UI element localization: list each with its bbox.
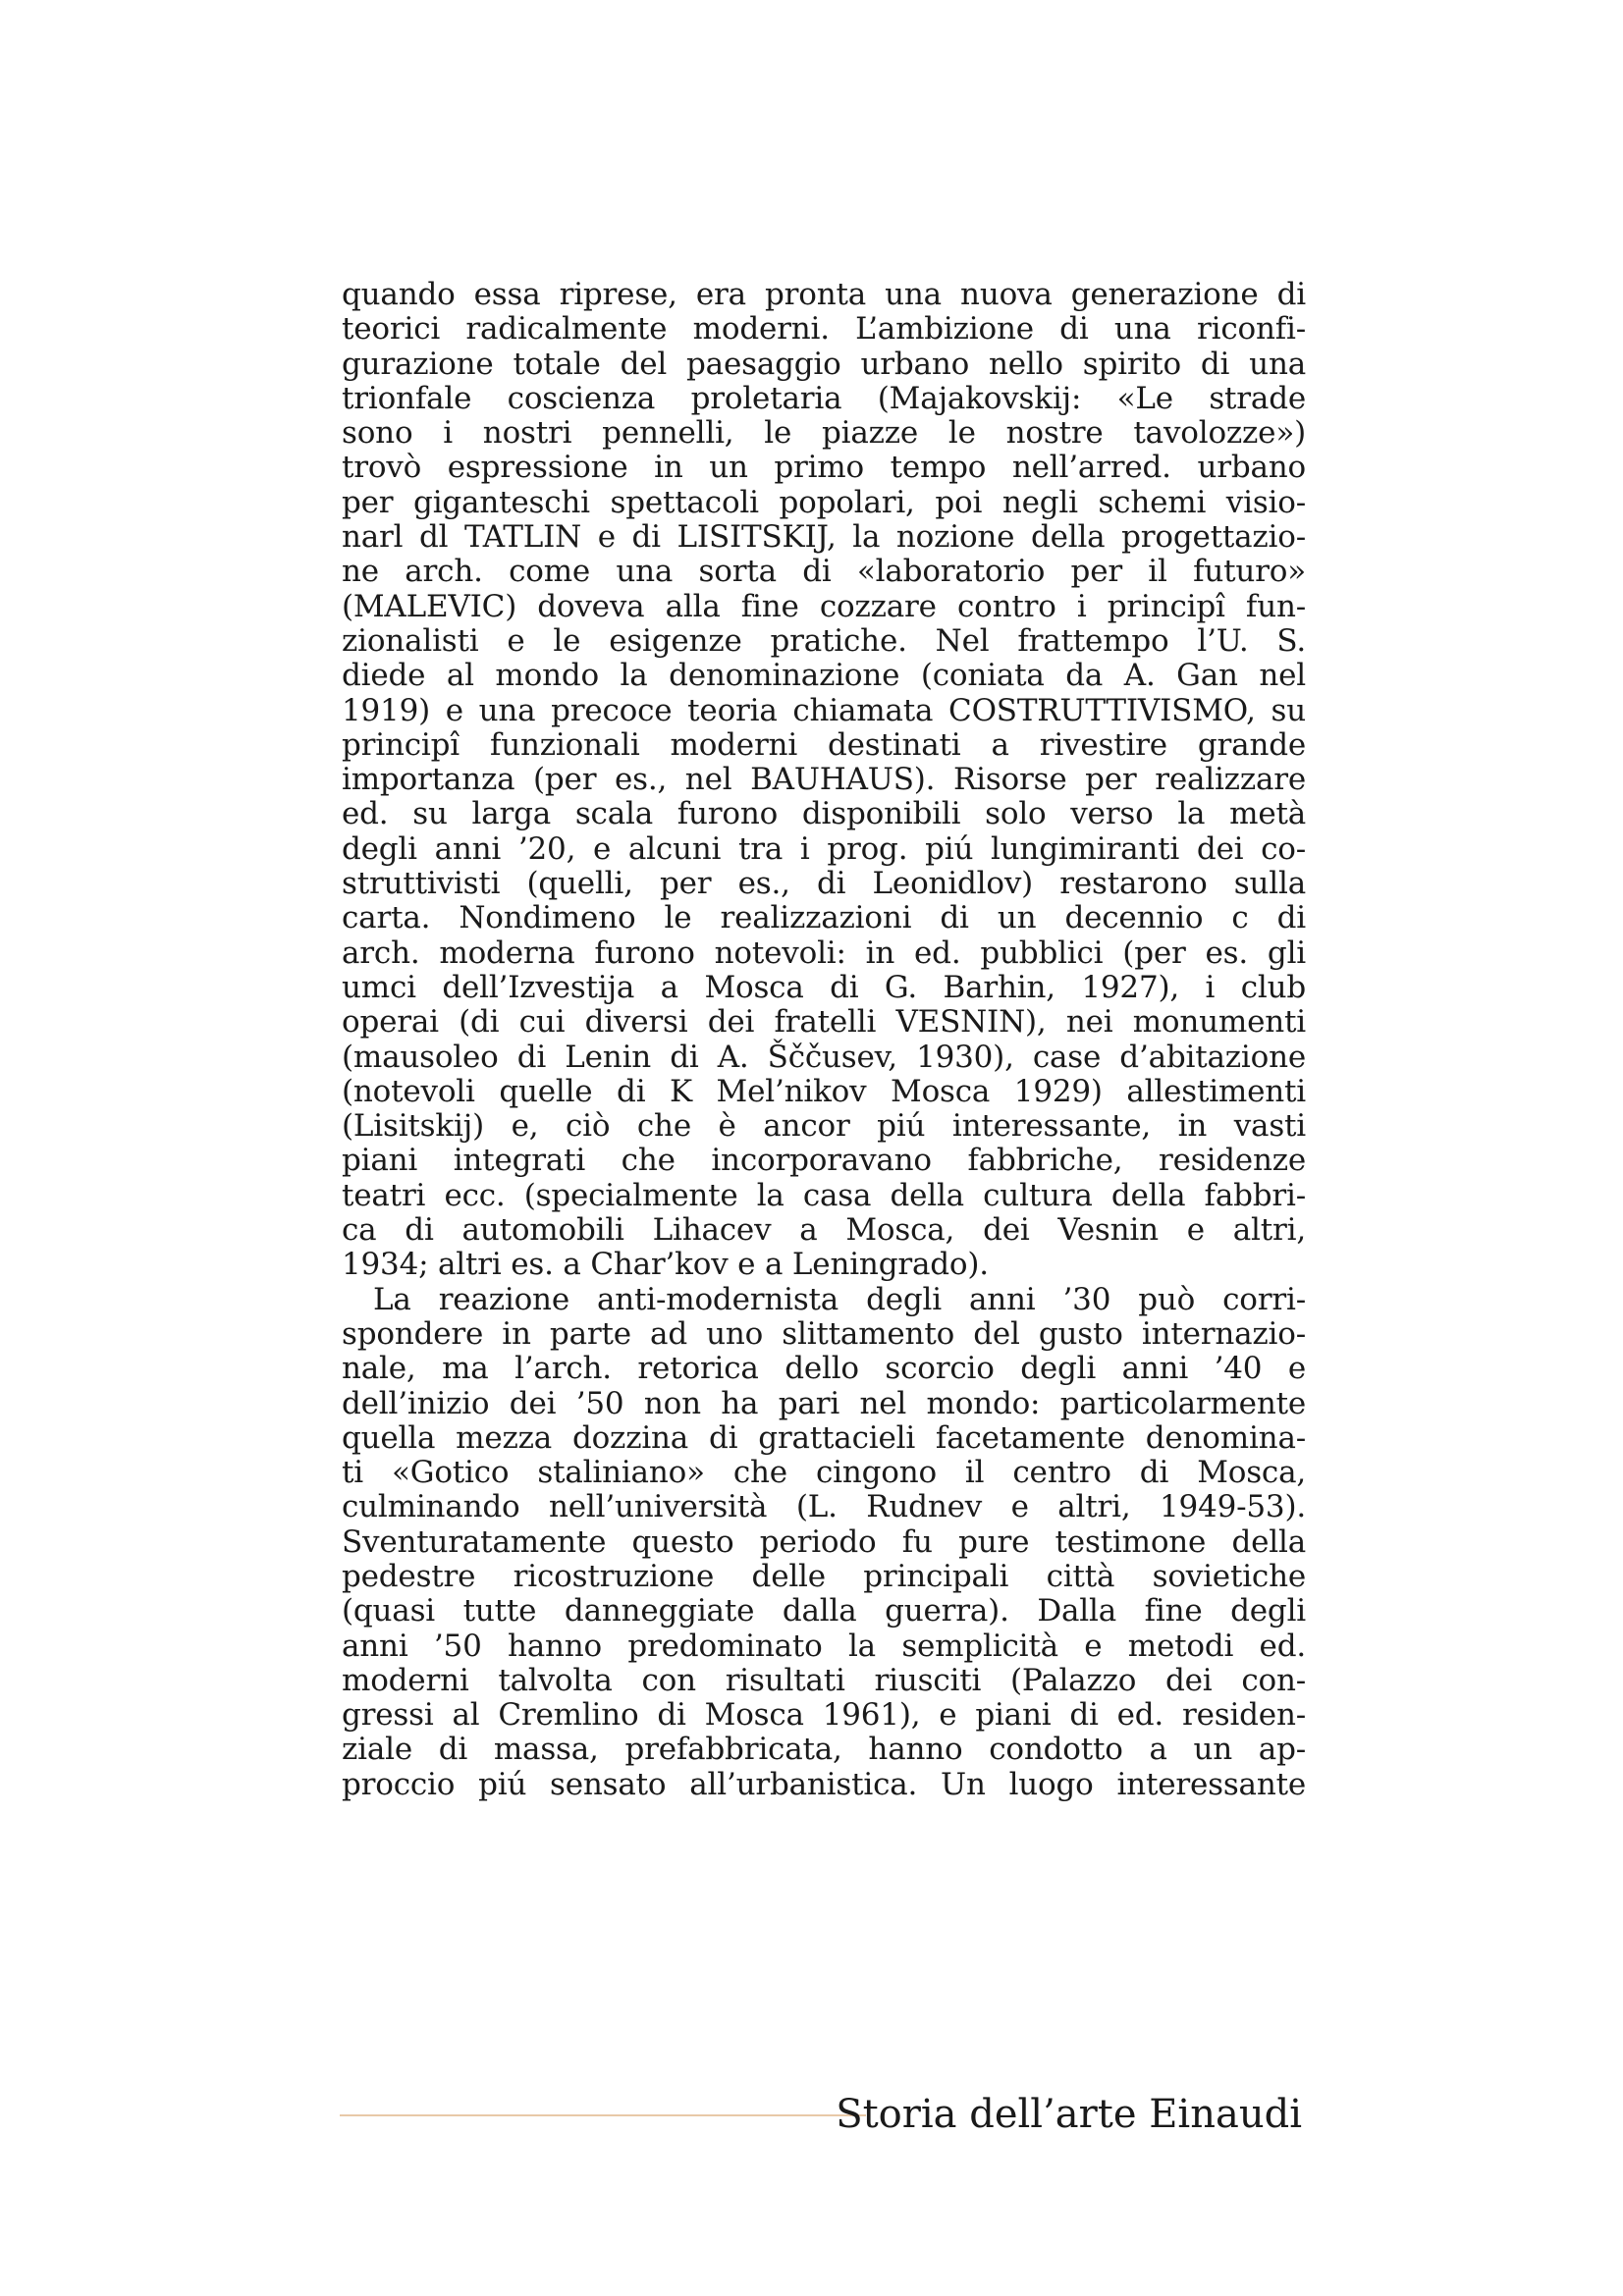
- text-line: sono i nostri pennelli, le piazze le nostre tavolozze»): [342, 415, 1306, 452]
- text-line: quando essa riprese, era pronta una nuova generazione di: [342, 277, 1306, 312]
- text-line: nale, ma l’arch. retorica dello scorcio degli anni ’40 e: [342, 1351, 1306, 1387]
- text-line: dell’inizio dei ’50 non ha pari nel mondo: particolarmente: [342, 1385, 1306, 1421]
- text-line: zionalisti e le esigenze pratiche. Nel frattempo l’U. S.: [342, 622, 1306, 659]
- footer-divider: [340, 2114, 866, 2116]
- text-line: degli anni ’20, e alcuni tra i prog. piú lungimiranti dei co-: [342, 830, 1306, 867]
- text-line: (mausoleo di Lenin di A. Šččusev, 1930), case d’abitazione: [342, 1039, 1306, 1075]
- text-line: 1934; altri es. a Char’kov e a Leningrado).: [342, 1247, 989, 1283]
- text-line: trionfale coscienza proletaria (Majakovskij: «Le strade: [342, 380, 1306, 416]
- text-line: ti «Gotico staliniano» che cingono il centro di Mosca,: [342, 1455, 1306, 1491]
- footer-title: Storia dell’arte Einaudi: [836, 2092, 1302, 2137]
- text-line: (quasi tutte danneggiate dalla guerra). Dalla fine degli: [342, 1593, 1306, 1629]
- text-line: gurazione totale del paesaggio urbano nello spirito di una: [342, 346, 1306, 382]
- text-line: (MALEVIC) doveva alla fine cozzare contro i principî fun-: [342, 588, 1306, 624]
- text-line: principî funzionali moderni destinati a rivestire grande: [342, 726, 1306, 763]
- text-line: pedestre ricostruzione delle principali città sovietiche: [342, 1558, 1306, 1594]
- text-line: per giganteschi spettacoli popolari, poi negli schemi visio-: [342, 484, 1306, 520]
- text-line: culminando nell’università (L. Rudnev e altri, 1949-53).: [342, 1489, 1306, 1525]
- text-line: teatri ecc. (specialmente la casa della cultura della fabbri-: [342, 1177, 1306, 1213]
- text-line: struttivisti (quelli, per es., di Leonidlov) restarono sulla: [342, 866, 1306, 902]
- text-line: operai (di cui diversi dei fratelli VESNIN), nei monumenti: [342, 1004, 1306, 1041]
- text-line: moderni talvolta con risultati riusciti (Palazzo dei con-: [342, 1662, 1306, 1698]
- text-line: gressi al Cremlino di Mosca 1961), e piani di ed. residen-: [342, 1697, 1306, 1734]
- body-text: [342, 278, 1306, 1802]
- text-line: ziale di massa, prefabbricata, hanno condotto a un ap-: [342, 1732, 1306, 1768]
- text-line: anni ’50 hanno predominato la semplicità e metodi ed.: [342, 1628, 1306, 1664]
- text-line: (notevoli quelle di K Mel’nikov Mosca 1929) allestimenti: [342, 1073, 1306, 1109]
- text-line: trovò espressione in un primo tempo nell’arred. urbano: [342, 450, 1306, 486]
- text-line: piani integrati che incorporavano fabbriche, residenze: [342, 1143, 1306, 1179]
- text-line: ca di automobili Lihacev a Mosca, dei Vesnin e altri,: [342, 1212, 1306, 1249]
- text-line: carta. Nondimeno le realizzazioni di un decennio c di: [342, 900, 1306, 936]
- text-line: quella mezza dozzina di grattacieli facetamente denomina-: [342, 1419, 1306, 1456]
- text-line: narl dl TATLIN e di LISITSKIJ, la nozione della progettazio-: [342, 519, 1306, 556]
- text-line: arch. moderna furono notevoli: in ed. pubblici (per es. gli: [342, 934, 1306, 971]
- text-line: diede al mondo la denominazione (coniata da A. Gan nel: [342, 658, 1306, 694]
- text-line: 1919) e una precoce teoria chiamata COSTRUTTIVISMO, su: [342, 692, 1306, 728]
- text-line: teorici radicalmente moderni. L’ambizione di una riconfi-: [342, 311, 1306, 347]
- text-line: umci dell’Izvestija a Mosca di G. Barhin, 1927), i club: [342, 969, 1306, 1005]
- text-line: ne arch. come una sorta di «laboratorio per il futuro»: [342, 554, 1306, 590]
- text-line: proccio piú sensato all’urbanistica. Un luogo interessante: [342, 1766, 1306, 1802]
- page-footer: [0, 2089, 1623, 2167]
- text-line: Sventuratamente questo periodo fu pure testimone della: [342, 1523, 1306, 1560]
- text-line: (Lisitskij) e, ciò che è ancor piú interessante, in vasti: [342, 1108, 1306, 1145]
- text-line: spondere in parte ad uno slittamento del gusto internazio-: [342, 1315, 1306, 1352]
- text-line: importanza (per es., nel BAUHAUS). Risorse per realizzare: [342, 762, 1306, 798]
- text-line: ed. su larga scala furono disponibili solo verso la metà: [342, 796, 1306, 832]
- text-line: La reazione anti-modernista degli anni ’30 può corri-: [373, 1281, 1306, 1317]
